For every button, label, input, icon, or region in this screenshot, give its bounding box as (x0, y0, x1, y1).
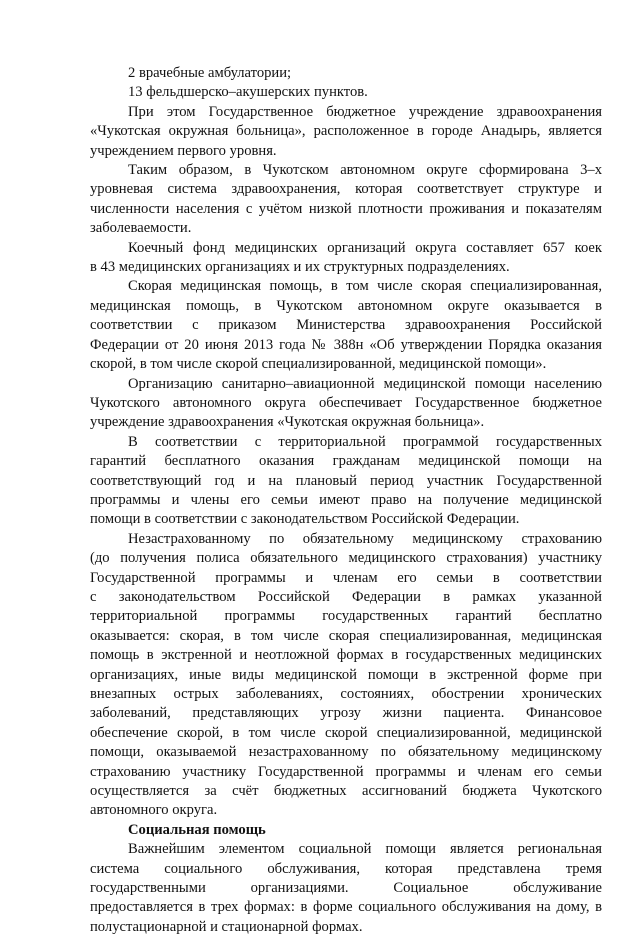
text-line: обеспечение скорой, в том числе скорой специализированной, медицинской (90, 724, 602, 741)
text-line: При этом Государственное бюджетное учреждение здравоохранения (128, 103, 602, 120)
text-line: предоставляется в трех формах: в форме социального обслуживания на дому, в (90, 899, 602, 916)
text-line: медицинская помощь, в Чукотском автономном округе оказывается в (90, 297, 602, 314)
text-line: Чукотского автономного округа обеспечивает Государственное бюджетное (90, 394, 602, 411)
text-line: заболеваний, представляющих угрозу жизни пациента. Финансовое (90, 705, 602, 722)
text-line: скорой, в том числе скорой специализированной, медицинской помощи». (90, 356, 547, 373)
text-line: учреждением первого уровня. (90, 142, 277, 159)
text-line: помощь в экстренной и неотложной формах в государственных медицинских (90, 647, 602, 664)
text-line: В соответствии с территориальной программой государственных (128, 433, 602, 450)
text-line: осуществляется за счёт бюджетных ассигнований бюджета Чукотского (90, 783, 602, 800)
document-page (90, 64, 602, 937)
text-line: Федерации от 20 июня 2013 года № 388н «Об утверждении Порядка оказания (90, 336, 602, 353)
text-line: оказывается: скорая, в том числе скорая специализированная, медицинская (90, 627, 602, 644)
text-line: программы и члены его семьи имеют право на получение медицинской (90, 491, 602, 508)
text-line: Организацию санитарно–авиационной медицинской помощи населению (128, 375, 602, 392)
text-line: Коечный фонд медицинских организаций округа составляет 657 коек (128, 239, 602, 256)
text-line: автономного округа. (90, 802, 218, 819)
text-line: внезапных острых заболеваниях, состояниях, обострении хронических (90, 686, 602, 702)
text-line: 13 фельдшерско–акушерских пунктов. (128, 84, 368, 101)
text-line: помощи, оказываемой незастрахованному по обязательному медицинскому (90, 744, 602, 761)
text-line: полустационарной и стационарной формах. (90, 918, 363, 935)
text-line: с законодательством Российской Федерации в рамках указанной (90, 588, 602, 605)
text-line: территориальной программы государственных гарантий бесплатно (90, 608, 602, 625)
text-line: (до получения полиса обязательного медицинского страхования) участнику (90, 550, 602, 567)
text-line: Государственной программы и членам его семьи в соответствии (90, 569, 602, 586)
text-line: Таким образом, в Чукотском автономном округе сформирована 3–х (128, 162, 602, 179)
text-line: соответствии с приказом Министерства здравоохранения Российской (90, 317, 602, 334)
text-line: заболеваемости. (90, 220, 192, 237)
text-line: система социального обслуживания, которая представлена тремя (90, 860, 602, 877)
section-heading: Социальная помощь (128, 821, 266, 838)
text-line: учреждение здравоохранения «Чукотская окружная больница». (90, 414, 485, 431)
text-line: численности населения с учётом низкой плотности проживания и показателям (90, 200, 602, 217)
text-line: гарантий бесплатного оказания гражданам медицинской помощи на (90, 453, 602, 470)
text-line: организациях, иные виды медицинской помощи в экстренной форме при (90, 666, 602, 683)
text-line: страхованию участнику Государственной программы и членам его семьи (90, 763, 602, 780)
text-line: государственными организациями. Социальное обслуживание (90, 880, 602, 897)
text-line: Скорая медицинская помощь, в том числе скорая специализированная, (128, 278, 602, 295)
text-line: помощи в соответствии с законодательством Российской Федерации. (90, 511, 520, 528)
text-line: Незастрахованному по обязательному медицинскому страхованию (128, 530, 602, 547)
text-line: в 43 медицинских организациях и их структурных подразделениях. (90, 259, 510, 276)
text-line: «Чукотская окружная больница», расположенное в городе Анадырь, является (90, 123, 602, 140)
text-line: Важнейшим элементом социальной помощи является региональная (128, 841, 602, 858)
text-line: соответствующий год и на плановый период участник Государственной (90, 472, 602, 489)
text-line: уровневая система здравоохранения, которая соответствует структуре и (90, 181, 602, 198)
text-line: 2 врачебные амбулатории; (128, 65, 292, 81)
